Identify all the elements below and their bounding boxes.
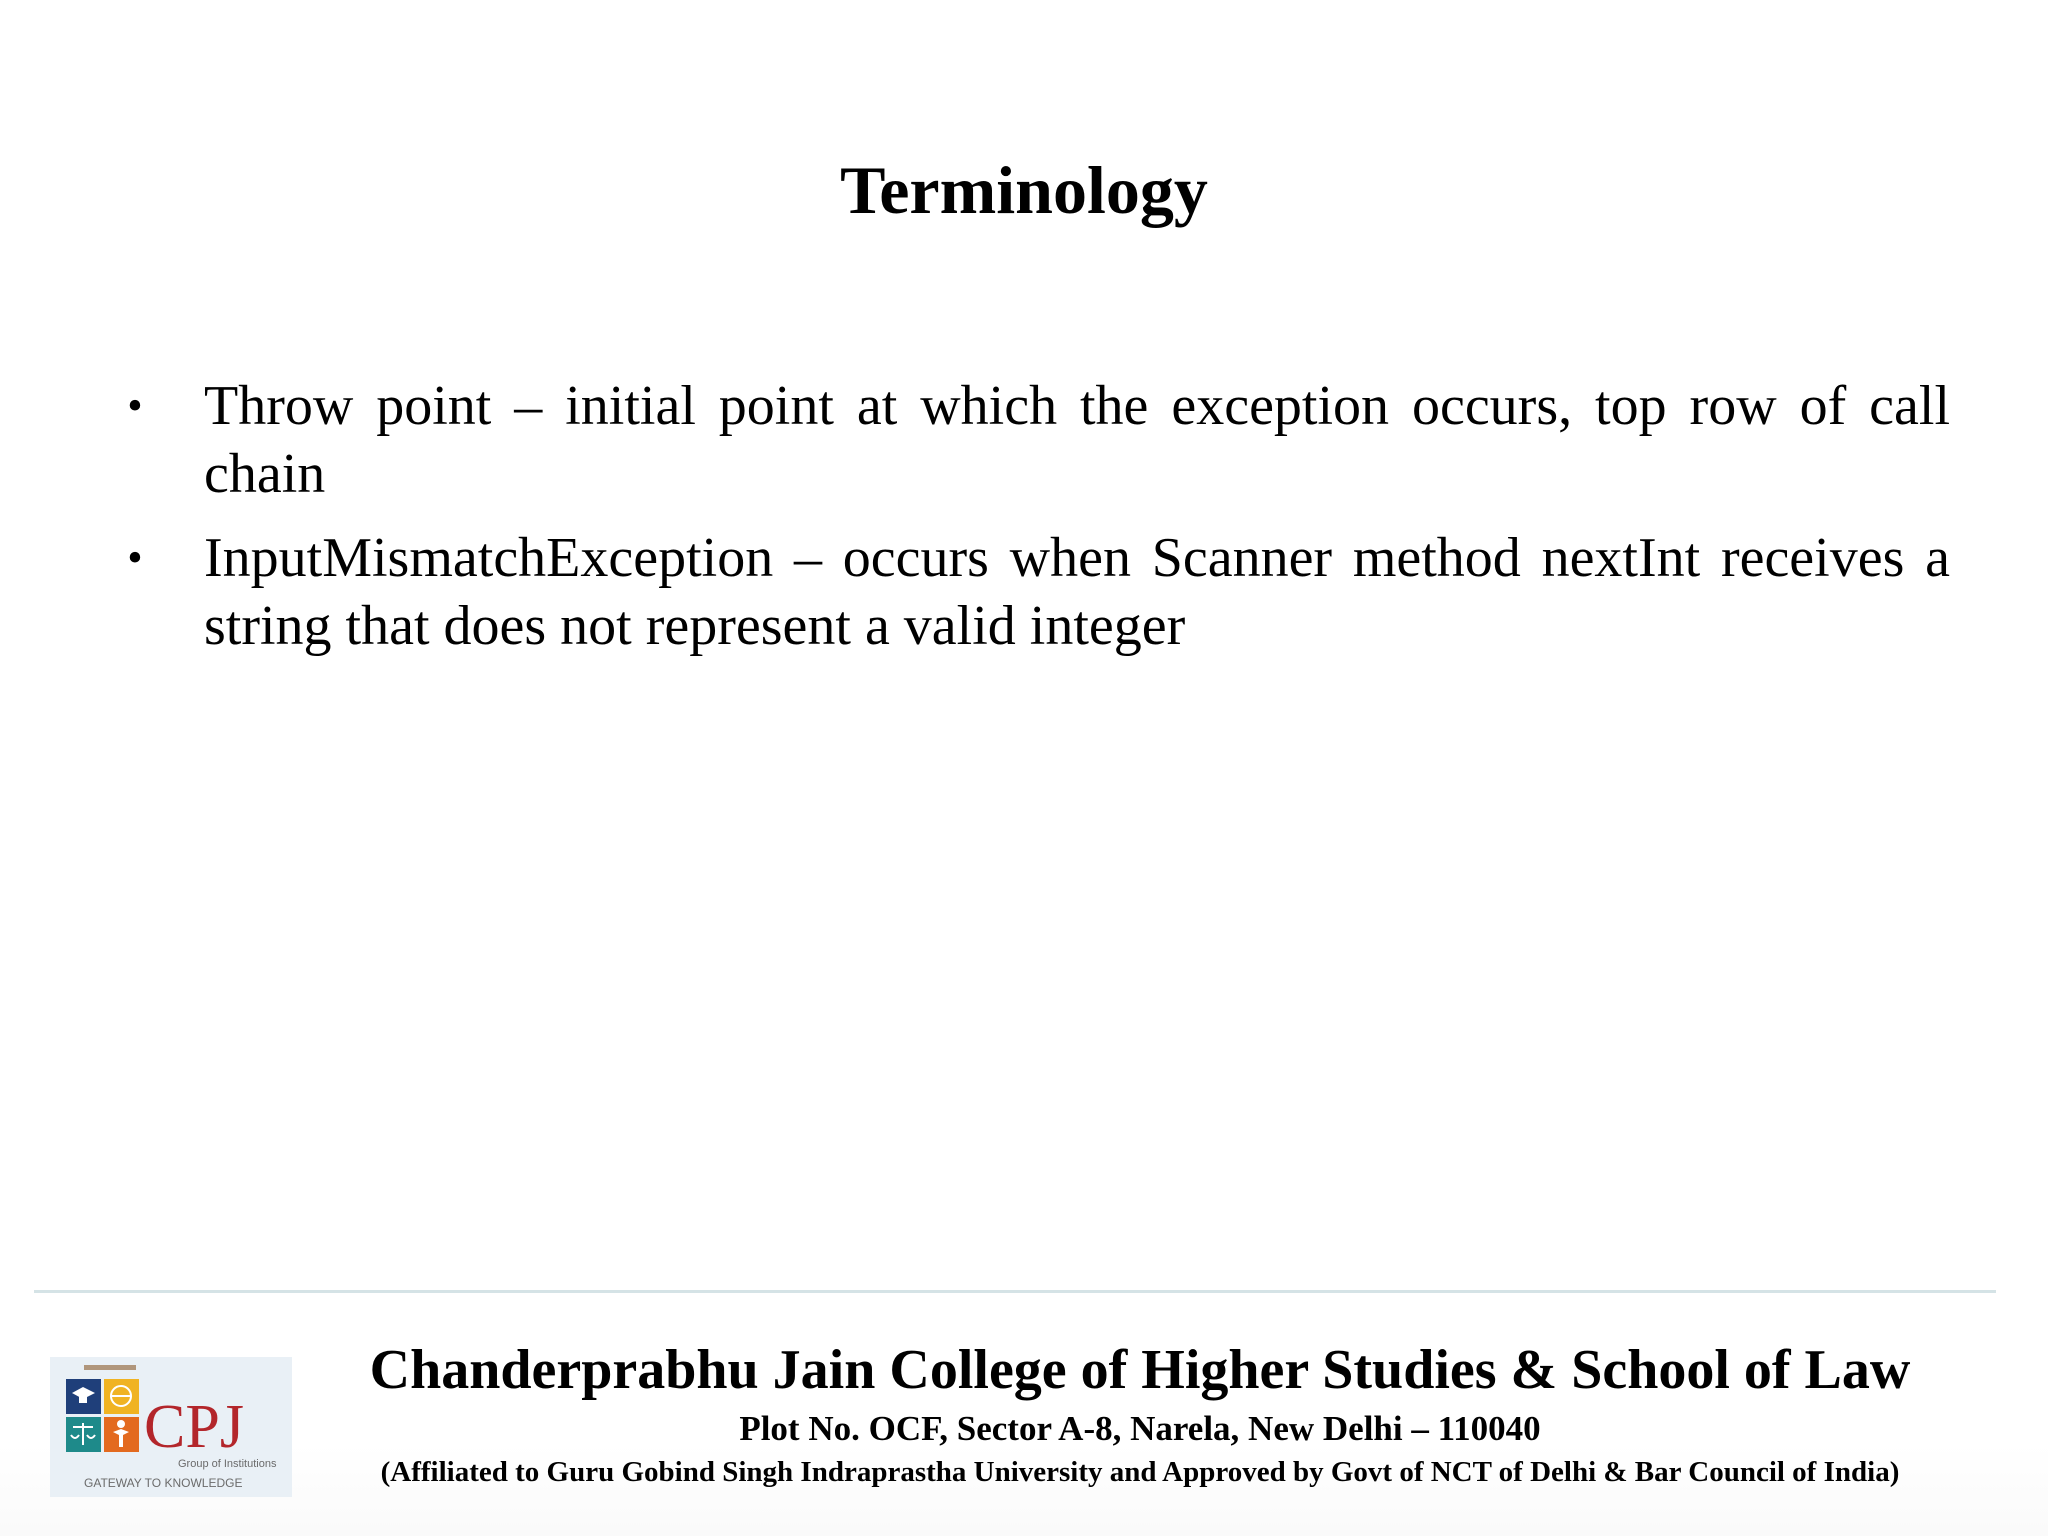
bullet-item [120,372,1950,508]
college-name: Chanderprabhu Jain College of Higher Studies & School of Law [369,1339,1911,1401]
bullet-text: Throw point – initial point at which the exception occurs, top row of call chain [204,375,1950,505]
logo-letters: CPJ [144,1393,244,1461]
bullet-marker: • [127,381,143,430]
bullet-item [120,524,1950,660]
slide-title: Terminology [840,152,1208,228]
footer-divider [34,1290,1996,1293]
logo-tagline: GATEWAY TO KNOWLEDGE [84,1476,243,1490]
college-address: Plot No. OCF, Sector A-8, Narela, New Delhi – 110040 [739,1409,1541,1448]
college-affiliation: (Affiliated to Guru Gobind Singh Indraprastha University and Approved by Govt of NCT of Delhi & Bar Council of India) [380,1456,1900,1488]
bullet-list [120,372,1950,676]
bullet-marker: • [127,533,143,582]
bullet-text: InputMismatchException – occurs when Scanner method nextInt receives a string that does not represent a valid integer [204,527,1950,657]
logo-subtext: Group of Institutions [178,1458,277,1470]
college-logo [50,1357,292,1497]
